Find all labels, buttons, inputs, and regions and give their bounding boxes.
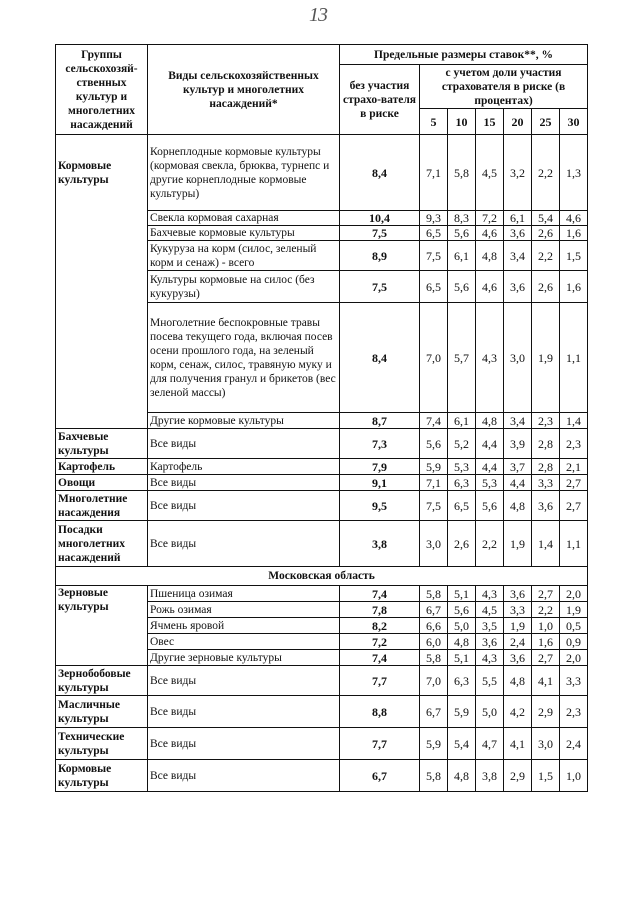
table-row <box>56 491 588 521</box>
rate-no-participation: 7,5 <box>340 271 420 303</box>
rate-with-participation: 5,8 <box>420 760 448 792</box>
crop-group-cell: Многолетние насаждения <box>56 491 148 521</box>
crop-group-cell: Зернобобовые культуры <box>56 666 148 696</box>
crop-group-cell: Бахчевые культуры <box>56 429 148 459</box>
rate-with-participation: 6,3 <box>448 666 476 696</box>
rate-with-participation: 5,9 <box>420 459 448 475</box>
crop-group-cell: Кормовые культуры <box>56 135 148 429</box>
rate-no-participation: 7,4 <box>340 586 420 602</box>
rate-with-participation: 7,0 <box>420 666 448 696</box>
rate-with-participation: 4,5 <box>476 602 504 618</box>
rate-no-participation: 8,2 <box>340 618 420 634</box>
crop-kind-cell: Все виды <box>148 475 340 491</box>
header-group: Группы сельскохозяй-ственных культур и многолетних насаждений <box>56 45 148 135</box>
rate-with-participation: 3,3 <box>532 475 560 491</box>
rate-with-participation: 6,3 <box>448 475 476 491</box>
rate-with-participation: 5,4 <box>448 728 476 760</box>
rate-with-participation: 5,6 <box>420 429 448 459</box>
crop-group-cell: Овощи <box>56 475 148 491</box>
rate-with-participation: 1,5 <box>560 241 588 271</box>
rate-with-participation: 4,8 <box>504 491 532 521</box>
rate-no-participation: 7,9 <box>340 459 420 475</box>
rate-with-participation: 7,0 <box>420 303 448 413</box>
table-row <box>56 586 588 602</box>
crop-kind-cell: Другие кормовые культуры <box>148 413 340 429</box>
crop-group-cell: Технические культуры <box>56 728 148 760</box>
rate-with-participation: 2,2 <box>476 521 504 567</box>
table-row <box>56 459 588 475</box>
rate-with-participation: 3,0 <box>532 728 560 760</box>
rate-with-participation: 8,3 <box>448 211 476 226</box>
rate-with-participation: 4,4 <box>504 475 532 491</box>
rate-with-participation: 5,9 <box>420 728 448 760</box>
crop-kind-cell: Бахчевые кормовые культуры <box>148 226 340 241</box>
rate-with-participation: 5,8 <box>420 650 448 666</box>
crop-kind-cell: Рожь озимая <box>148 602 340 618</box>
rate-no-participation: 7,7 <box>340 666 420 696</box>
rate-with-participation: 2,0 <box>560 650 588 666</box>
rate-with-participation: 1,0 <box>532 618 560 634</box>
rate-with-participation: 1,5 <box>532 760 560 792</box>
rate-with-participation: 2,8 <box>532 429 560 459</box>
rate-with-participation: 3,4 <box>504 413 532 429</box>
rate-with-participation: 4,1 <box>532 666 560 696</box>
crop-kind-cell: Пшеница озимая <box>148 586 340 602</box>
rate-with-participation: 2,6 <box>532 226 560 241</box>
rate-with-participation: 3,6 <box>532 491 560 521</box>
rate-no-participation: 10,4 <box>340 211 420 226</box>
rate-with-participation: 5,8 <box>420 586 448 602</box>
rate-with-participation: 6,5 <box>420 271 448 303</box>
table-row <box>56 135 588 211</box>
rate-with-participation: 4,3 <box>476 586 504 602</box>
region-label: Московская область <box>56 567 588 586</box>
rate-with-participation: 4,3 <box>476 650 504 666</box>
rate-with-participation: 5,6 <box>476 491 504 521</box>
rate-with-participation: 7,1 <box>420 135 448 211</box>
table-row <box>56 760 588 792</box>
rate-no-participation: 7,3 <box>340 429 420 459</box>
rate-with-participation: 1,3 <box>560 135 588 211</box>
rate-no-participation: 7,2 <box>340 634 420 650</box>
rate-with-participation: 2,4 <box>560 728 588 760</box>
rate-with-participation: 7,1 <box>420 475 448 491</box>
rate-with-participation: 7,2 <box>476 211 504 226</box>
crop-kind-cell: Все виды <box>148 760 340 792</box>
rate-no-participation: 8,4 <box>340 135 420 211</box>
crop-kind-cell: Все виды <box>148 696 340 728</box>
rate-with-participation: 4,4 <box>476 429 504 459</box>
rate-with-participation: 2,7 <box>532 586 560 602</box>
rate-with-participation: 1,6 <box>532 634 560 650</box>
rate-with-participation: 2,2 <box>532 135 560 211</box>
crop-kind-cell: Овес <box>148 634 340 650</box>
rate-with-participation: 2,2 <box>532 241 560 271</box>
rate-with-participation: 6,7 <box>420 602 448 618</box>
rate-with-participation: 4,8 <box>504 666 532 696</box>
rate-with-participation: 2,0 <box>560 586 588 602</box>
rate-no-participation: 8,7 <box>340 413 420 429</box>
rate-with-participation: 3,9 <box>504 429 532 459</box>
rate-with-participation: 1,4 <box>560 413 588 429</box>
rate-with-participation: 4,8 <box>476 413 504 429</box>
rate-with-participation: 5,2 <box>448 429 476 459</box>
rate-with-participation: 4,6 <box>476 226 504 241</box>
rate-with-participation: 6,1 <box>504 211 532 226</box>
rate-with-participation: 4,7 <box>476 728 504 760</box>
table-row <box>56 429 588 459</box>
rate-with-participation: 4,6 <box>476 271 504 303</box>
rate-with-participation: 4,6 <box>560 211 588 226</box>
rate-with-participation: 2,4 <box>504 634 532 650</box>
rate-with-participation: 3,2 <box>504 135 532 211</box>
rate-with-participation: 5,7 <box>448 303 476 413</box>
crop-group-cell: Зерновые культуры <box>56 586 148 666</box>
table-body-region-1 <box>56 135 588 567</box>
rate-with-participation: 5,1 <box>448 586 476 602</box>
rate-with-participation: 5,6 <box>448 602 476 618</box>
rate-no-participation: 8,8 <box>340 696 420 728</box>
rate-no-participation: 6,7 <box>340 760 420 792</box>
crop-kind-cell: Корнеплодные кормовые культуры (кормовая свекла, брюква, турнепс и другие корнеплодные кормовые культуры) <box>148 135 340 211</box>
rate-with-participation: 7,5 <box>420 241 448 271</box>
rate-with-participation: 2,7 <box>560 491 588 521</box>
rate-with-participation: 4,1 <box>504 728 532 760</box>
crop-group-cell: Масличные культуры <box>56 696 148 728</box>
rate-no-participation: 3,8 <box>340 521 420 567</box>
rate-no-participation: 8,4 <box>340 303 420 413</box>
header-pct-20: 20 <box>504 109 532 135</box>
crop-kind-cell: Ячмень яровой <box>148 618 340 634</box>
rate-with-participation: 4,5 <box>476 135 504 211</box>
rate-with-participation: 3,6 <box>504 586 532 602</box>
table-row <box>56 696 588 728</box>
rate-no-participation: 8,9 <box>340 241 420 271</box>
crop-kind-cell: Культуры кормовые на силос (без кукурузы) <box>148 271 340 303</box>
crop-group-cell: Посадки многолетних насаждений <box>56 521 148 567</box>
crop-group-cell: Кормовые культуры <box>56 760 148 792</box>
crop-kind-cell: Все виды <box>148 429 340 459</box>
rate-with-participation: 5,9 <box>448 696 476 728</box>
rate-with-participation: 5,3 <box>448 459 476 475</box>
rate-with-participation: 1,6 <box>560 226 588 241</box>
rate-with-participation: 3,7 <box>504 459 532 475</box>
crop-kind-cell: Все виды <box>148 666 340 696</box>
rate-with-participation: 9,3 <box>420 211 448 226</box>
rate-with-participation: 6,5 <box>448 491 476 521</box>
rate-no-participation: 7,5 <box>340 226 420 241</box>
rate-with-participation: 6,7 <box>420 696 448 728</box>
rate-with-participation: 5,5 <box>476 666 504 696</box>
rate-with-participation: 2,1 <box>560 459 588 475</box>
rate-with-participation: 2,8 <box>532 459 560 475</box>
rate-with-participation: 2,2 <box>532 602 560 618</box>
rate-with-participation: 6,1 <box>448 413 476 429</box>
rate-with-participation: 4,2 <box>504 696 532 728</box>
header-pct-25: 25 <box>532 109 560 135</box>
table-row <box>56 475 588 491</box>
rate-no-participation: 7,7 <box>340 728 420 760</box>
header-pct-10: 10 <box>448 109 476 135</box>
table-row <box>56 666 588 696</box>
rate-with-participation: 6,0 <box>420 634 448 650</box>
rate-with-participation: 5,1 <box>448 650 476 666</box>
rate-with-participation: 1,1 <box>560 303 588 413</box>
rate-no-participation: 7,4 <box>340 650 420 666</box>
rate-no-participation: 9,5 <box>340 491 420 521</box>
rate-with-participation: 1,6 <box>560 271 588 303</box>
rate-with-participation: 7,4 <box>420 413 448 429</box>
header-pct-5: 5 <box>420 109 448 135</box>
rate-with-participation: 5,6 <box>448 271 476 303</box>
rate-with-participation: 2,7 <box>532 650 560 666</box>
rate-with-participation: 3,0 <box>504 303 532 413</box>
rate-no-participation: 9,1 <box>340 475 420 491</box>
rate-with-participation: 4,3 <box>476 303 504 413</box>
header-no-part: без участия страхо-вателя в риске <box>340 65 420 135</box>
crop-kind-cell: Картофель <box>148 459 340 475</box>
crop-kind-cell: Все виды <box>148 491 340 521</box>
crop-kind-cell: Кукуруза на корм (силос, зеленый корм и сенаж) - всего <box>148 241 340 271</box>
rate-with-participation: 5,8 <box>448 135 476 211</box>
header-kind: Виды сельскохозяйственных культур и многолетних насаждений* <box>148 45 340 135</box>
rates-table <box>55 44 588 792</box>
rate-with-participation: 5,4 <box>532 211 560 226</box>
rate-with-participation: 4,8 <box>448 760 476 792</box>
rate-with-participation: 2,9 <box>532 696 560 728</box>
rate-with-participation: 1,0 <box>560 760 588 792</box>
table-row <box>56 521 588 567</box>
rate-with-participation: 3,6 <box>504 650 532 666</box>
rate-with-participation: 1,1 <box>560 521 588 567</box>
rate-with-participation: 3,4 <box>504 241 532 271</box>
crop-kind-cell: Все виды <box>148 728 340 760</box>
rate-with-participation: 3,6 <box>476 634 504 650</box>
rate-with-participation: 3,3 <box>504 602 532 618</box>
crop-kind-cell: Другие зерновые культуры <box>148 650 340 666</box>
rate-with-participation: 6,6 <box>420 618 448 634</box>
rate-with-participation: 6,5 <box>420 226 448 241</box>
table-body-region-2 <box>56 586 588 792</box>
rate-with-participation: 3,5 <box>476 618 504 634</box>
rate-with-participation: 4,4 <box>476 459 504 475</box>
header-with-part: с учетом доли участия страхователя в риске (в процентах) <box>420 65 588 109</box>
rate-with-participation: 4,8 <box>476 241 504 271</box>
crop-group-cell: Картофель <box>56 459 148 475</box>
rate-with-participation: 0,5 <box>560 618 588 634</box>
rate-with-participation: 2,3 <box>532 413 560 429</box>
rate-with-participation: 2,7 <box>560 475 588 491</box>
rate-with-participation: 5,0 <box>476 696 504 728</box>
crop-kind-cell: Свекла кормовая сахарная <box>148 211 340 226</box>
rate-with-participation: 6,1 <box>448 241 476 271</box>
rate-with-participation: 5,6 <box>448 226 476 241</box>
crop-kind-cell: Многолетние беспокровные травы посева текущего года, включая посев осени прошлого года, на зеленый корм, сенаж, силос, травяную муку и для получения гранул и брикетов (вес зеленой массы) <box>148 303 340 413</box>
rate-with-participation: 5,0 <box>448 618 476 634</box>
rate-with-participation: 2,9 <box>504 760 532 792</box>
page-number: 13 <box>309 4 327 26</box>
rate-with-participation: 7,5 <box>420 491 448 521</box>
rate-with-participation: 3,3 <box>560 666 588 696</box>
rate-with-participation: 3,8 <box>476 760 504 792</box>
rate-no-participation: 7,8 <box>340 602 420 618</box>
table-row <box>56 728 588 760</box>
rate-with-participation: 2,6 <box>448 521 476 567</box>
rate-with-participation: 1,9 <box>504 521 532 567</box>
rate-with-participation: 0,9 <box>560 634 588 650</box>
rate-with-participation: 3,6 <box>504 271 532 303</box>
rate-with-participation: 4,8 <box>448 634 476 650</box>
rate-with-participation: 3,0 <box>420 521 448 567</box>
rate-with-participation: 2,3 <box>560 696 588 728</box>
crop-kind-cell: Все виды <box>148 521 340 567</box>
rate-with-participation: 1,9 <box>560 602 588 618</box>
header-pct-15: 15 <box>476 109 504 135</box>
header-rates: Предельные размеры ставок**, % <box>340 45 588 65</box>
rate-with-participation: 1,9 <box>532 303 560 413</box>
header-pct-30: 30 <box>560 109 588 135</box>
rate-with-participation: 1,9 <box>504 618 532 634</box>
rate-with-participation: 5,3 <box>476 475 504 491</box>
rate-with-participation: 2,6 <box>532 271 560 303</box>
rate-with-participation: 1,4 <box>532 521 560 567</box>
region-row <box>56 567 588 586</box>
rate-with-participation: 2,3 <box>560 429 588 459</box>
rate-with-participation: 3,6 <box>504 226 532 241</box>
